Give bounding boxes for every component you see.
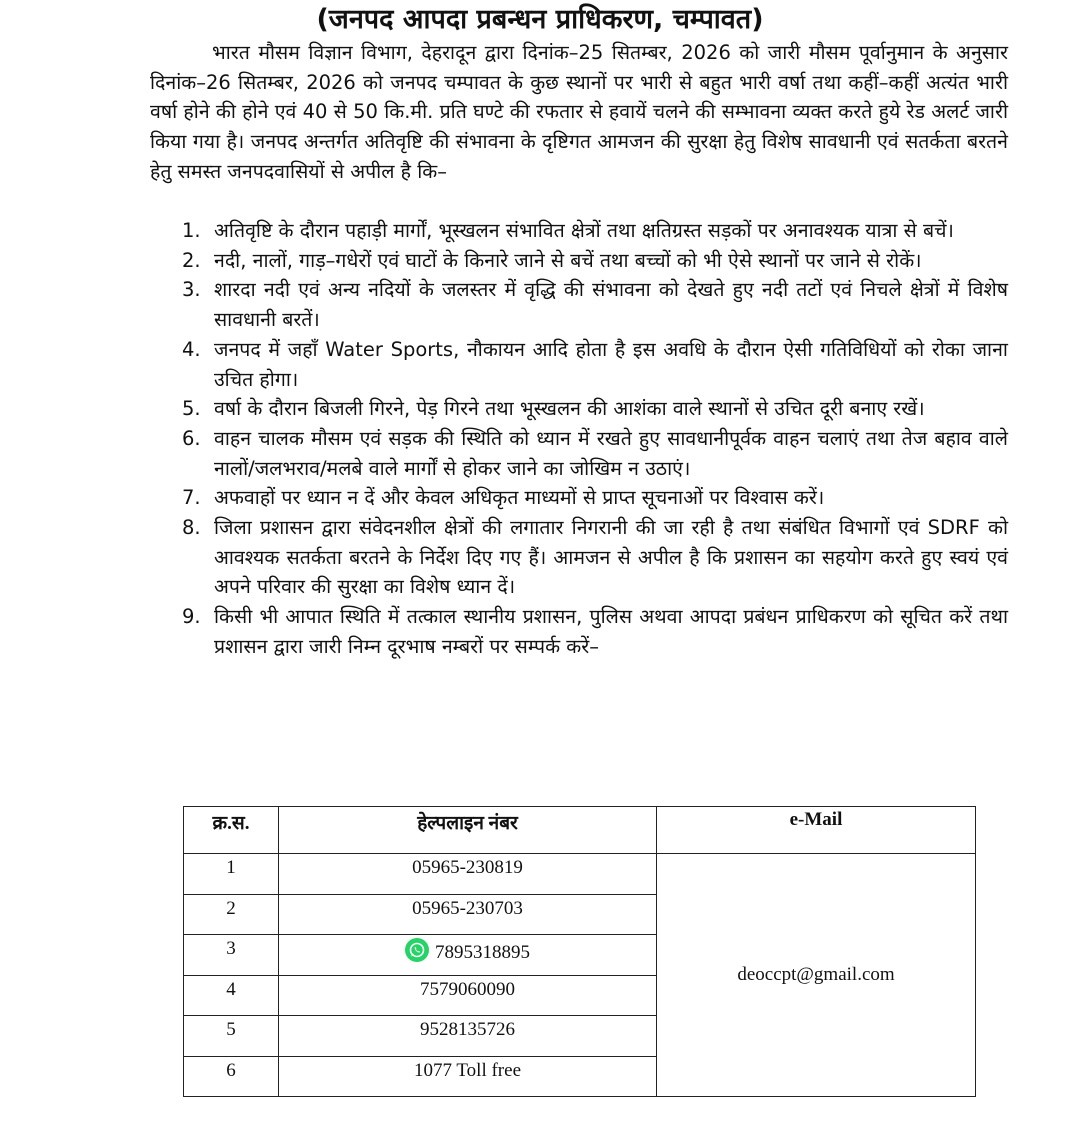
item-number: 7. [182,486,201,510]
advisory-item [182,216,1008,246]
helpline-table [183,806,976,1097]
advisory-item [182,602,1008,661]
phone-number: 7895318895 [435,942,530,963]
serial-cell: 1 [184,854,279,895]
table-header-row [184,807,976,854]
item-text: जिला प्रशासन द्वारा संवेदनशील क्षेत्रों की लगातार निगरानी की जा रही है तथा संबंधित विभागों एवं SDRF को आवश्यक सतर्कता बरतने के निर्देश दिए गए हैं। आमजन से अपील है कि प्रशासन का सहयोग करते हुए स्वयं एवं अपने परिवार की सुरक्षा का विशेष ध्यान दें। [214,516,1008,599]
item-text: अफवाहों पर ध्यान न दें और केवल अधिकृत माध्यमों से प्राप्त सूचनाओं पर विश्वास करें। [214,486,825,510]
email-cell: deoccpt@gmail.com [657,854,976,1097]
serial-cell: 6 [184,1056,279,1097]
item-number: 9. [182,605,201,629]
document-title: (जनपद आपदा प्रबन्धन प्राधिकरण, चम्पावत) [316,4,764,35]
phone-cell: 9528135726 [279,1016,657,1057]
advisory-item [182,275,1008,334]
item-number: 2. [182,248,201,272]
table-row [184,854,976,895]
item-number: 1. [182,219,201,242]
header-helpline: हेल्पलाइन नंबर [279,807,657,854]
item-text: नदी, नालों, गाड़–गधेरों एवं घाटों के किनारे जाने से बचें तथा बच्चों को भी ऐसे स्थानों पर जाने से रोकें। [214,248,922,272]
item-number: 4. [182,337,201,361]
phone-cell: 7579060090 [279,975,657,1016]
advisory-item [182,513,1008,602]
phone-cell: 05965-230819 [279,854,657,895]
item-number: 6. [182,426,201,450]
serial-cell: 4 [184,975,279,1016]
intro-text: भारत मौसम विज्ञान विभाग, देहरादून द्वारा दिनांक–25 सितम्बर, 2026 को जारी मौसम पूर्वानुमान के अनुसार दिनांक–26 सितम्बर, 2026 को जनपद चम्पावत के कुछ स्थानों पर भारी से बहुत भारी वर्षा तथा कहीं–कहीं अत्यंत भारी वर्षा होने की होने एवं 40 से 50 कि.मी. प्रति घण्टे की रफतार से हवायें चलने की सम्भावना व्यक्त करते हुये रेड अलर्ट जारी किया गया है। जनपद अन्तर्गत अतिवृष्टि की संभावना के दृष्टिगत आमजन की सुरक्षा हेतु विशेष सावधानी एवं सतर्कता बरतने हेतु समस्त जनपदवासियों से अपील है कि– [150,41,1008,183]
phone-cell [279,935,657,976]
advisory-item [182,335,1008,394]
advisory-list [182,216,1008,662]
item-number: 3. [182,278,201,302]
item-text: जनपद में जहाँ Water Sports, नौकायन आदि होता है इस अवधि के दौरान ऐसी गतिविधियों को रोका जाना उचित होगा। [214,337,1008,391]
serial-cell: 3 [184,935,279,976]
serial-cell: 5 [184,1016,279,1057]
advisory-item [182,394,1008,424]
phone-cell: 1077 Toll free [279,1056,657,1097]
advisory-item [182,246,1008,276]
item-text: वर्षा के दौरान बिजली गिरने, पेड़ गिरने तथा भूस्खलन की आशंका वाले स्थानों से उचित दूरी बनाए रखें। [214,397,925,421]
advisory-item [182,483,1008,513]
item-text: अतिवृष्टि के दौरान पहाड़ी मार्गों, भूस्खलन संभावित क्षेत्रों तथा क्षतिग्रस्त सड़कों पर अनावश्यक यात्रा से बचें। [214,219,954,242]
header-serial: क्र.स. [184,807,279,854]
serial-cell: 2 [184,894,279,935]
item-text: किसी भी आपात स्थिति में तत्काल स्थानीय प्रशासन, पुलिस अथवा आपदा प्रबंधन प्राधिकरण को सूचित करें तथा प्रशासन द्वारा जारी निम्न दूरभाष नम्बरों पर सम्पर्क करें– [214,605,1008,658]
phone-cell: 05965-230703 [279,894,657,935]
intro-paragraph [150,38,1008,187]
item-text: शारदा नदी एवं अन्य नदियों के जलस्तर में वृद्धि की संभावना को देखते हुए नदी तटों एवं निचले क्षेत्रों में विशेष सावधानी बरतें। [214,278,1008,332]
item-text: वाहन चालक मौसम एवं सड़क की स्थिति को ध्यान में रखते हुए सावधानीपूर्वक वाहन चलाएं तथा तेज बहाव वाले नालों/जलभराव/मलबे वाले मार्गों से होकर जाने का जोखिम न उठाएं। [214,426,1008,480]
header-email: e-Mail [657,807,976,854]
whatsapp-icon [405,938,429,962]
advisory-item [182,424,1008,483]
item-number: 8. [182,516,201,540]
item-number: 5. [182,397,201,421]
